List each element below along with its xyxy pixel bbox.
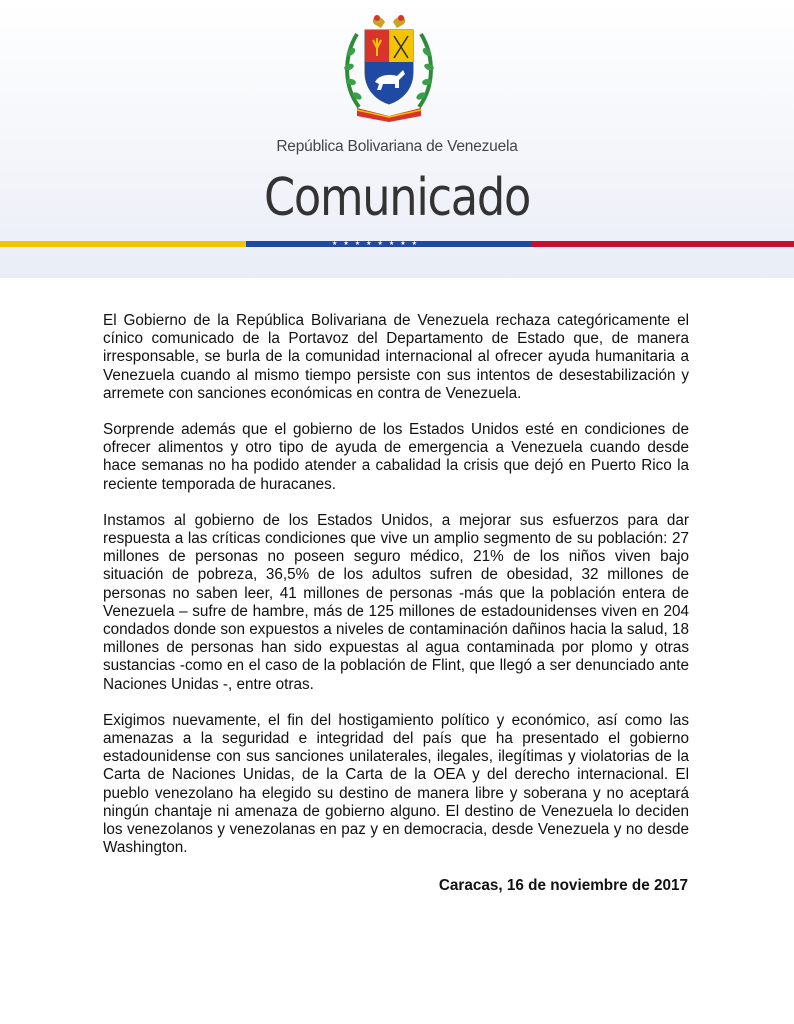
paragraph-1: El Gobierno de la República Bolivariana de Venezuela rechaza categóricamente el cínico comunicado de la Portavoz del Departamento de Estado que, de manera irresponsable, se burla de la comunidad internacional al ofrecer ayuda humanitaria a Venezuela cuando al mismo tiempo persiste con sus intentos de desestabilización y arremete con sanciones económicas en contra de Venezuela. — [103, 312, 689, 402]
paragraph-4: Exigimos nuevamente, el fin del hostigamiento político y económico, así como las amenazas a la seguridad e integridad del país que ha presentado el gobierno estadounidense con sus sanciones unilaterales, ilegales, ilegítimas y violatorias de la Carta de Naciones Unidas, de la Carta de la OEA y del derecho internacional. El pueblo venezolano ha elegido su destino de manera libre y soberana y no aceptará ningún chantaje ni amenaza de gobierno alguno. El destino de Venezuela lo deciden los venezolanos y venezolanas en paz y en democracia, desde Venezuela y no desde Washington. — [103, 711, 689, 857]
letterhead — [0, 0, 794, 278]
country-name: República Bolivariana de Venezuela — [276, 138, 518, 155]
place-date-signoff: Caracas, 16 de noviembre de 2017 — [438, 877, 688, 894]
document-title: Comunicado — [263, 168, 531, 228]
paragraph-3: Instamos al gobierno de los Estados Unidos, a mejorar sus esfuerzos para dar respuesta a las críticas condiciones que vive un amplio segmento de su población: 27 millones de personas no poseen seguro médico, 21% de los niños viven bajo situación de pobreza, 36,5% de los adultos sufren de obesidad, 32 millones de personas no saben leer, 41 millones de personas -más que la población entera de Venezuela – sufre de hambre, más de 125 millones de estadounidenses viven en 204 condados donde son expuestos a niveles de contaminación dañinos hacia la salud, 18 millones de personas han sido expuestas al agua contaminada por plomo y otras sustancias -como en el caso de la población de Flint, que llegó a ser denunciado ante Naciones Unidas -, entre otras. — [103, 511, 689, 693]
paragraph-2: Sorprende además que el gobierno de los Estados Unidos esté en condiciones de ofrecer alimentos y otro tipo de ayuda de emergencia a Venezuela cuando desde hace semanas no ha podido atender a cabalidad la crisis que dejó en Puerto Rico la reciente temporada de huracanes. — [103, 421, 689, 493]
stars-row: ★★★★★★★★ — [332, 241, 424, 247]
coat-of-arms-icon — [339, 12, 439, 124]
communique-body — [103, 312, 689, 875]
